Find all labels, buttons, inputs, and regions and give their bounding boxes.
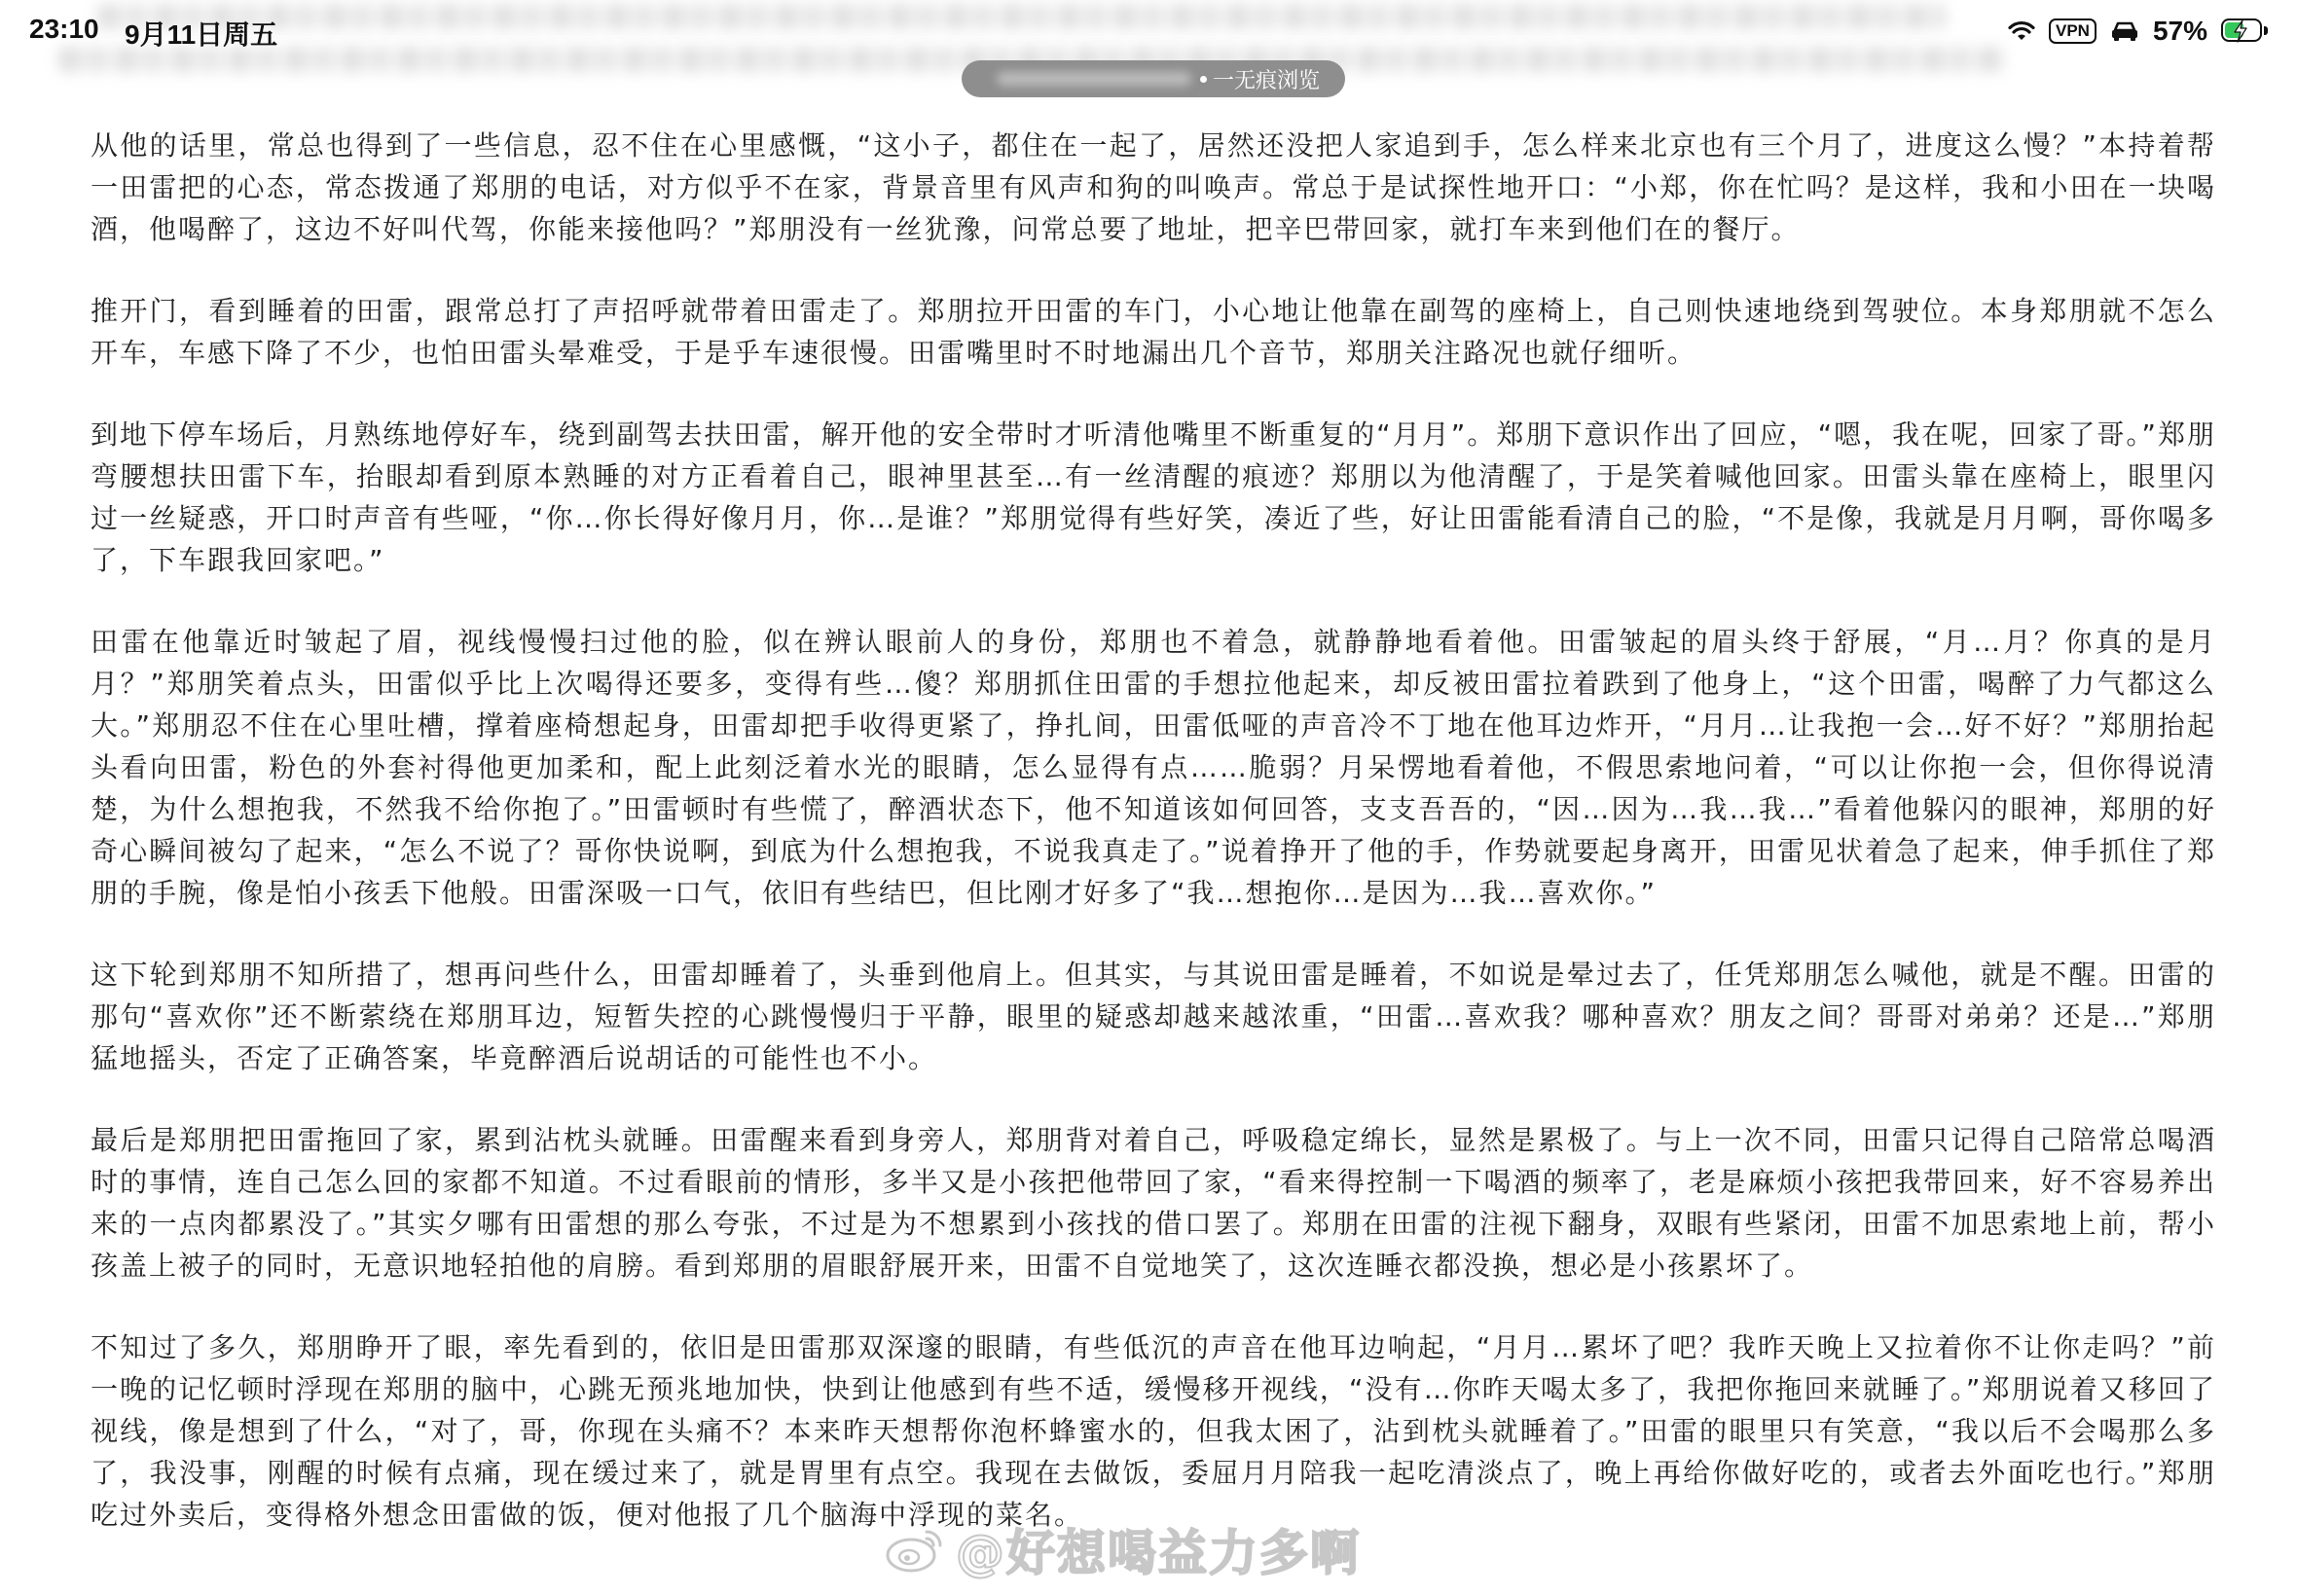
article-body xyxy=(91,125,2216,1576)
blurred-url xyxy=(997,72,1191,86)
status-icons xyxy=(2008,12,2270,51)
wifi-icon xyxy=(2008,20,2035,42)
article-paragraph: 最后是郑朋把田雷拖回了家，累到沾枕头就睡。田雷醒来看到身旁人，郑朋背对着自己，呼吸稳定绵长，显然是累极了。与上一次不同，田雷只记得自己陪常总喝酒时的事情，连自己怎么回的家都不知道。不过看眼前的情形，多半又是小孩把他带回了家，“看来得控制一下喝酒的频率了，老是麻烦小孩把我带回来，好不容易养出来的一点肉都累没了。”其实夕哪有田雷想的那么夸张，不过是为不想累到小孩找的借口罢了。郑朋在田雷的注视下翻身，双眼有些紧闭，田雷不加思索地上前，帮小孩盖上被子的同时，无意识地轻拍他的肩膀。看到郑朋的眉眼舒展开来，田雷不自觉地笑了，这次连睡衣都没换，想必是小孩累坏了。 xyxy=(91,1124,2216,1282)
watermark-text: @好想喝益力多啊 xyxy=(956,1525,1361,1581)
watermark xyxy=(884,1510,1361,1588)
article-paragraph: 从他的话里，常总也得到了一些信息，忍不住在心里感慨，“这小子，都住在一起了，居然还没把人家追到手，怎么样来北京也有三个月了，进度这么慢？”本持着帮一田雷把的心态，常态拨通了郑朋的电话，对方似乎不在家，背景音里有风声和狗的叫唤声。常总于是试探性地开口：“小郑，你在忙吗？是这样，我和小田在一块喝酒，他喝醉了，这边不好叫代驾，你能来接他吗？”郑朋没有一丝犹豫，问常总要了地址，把辛巴带回家，就打车来到他们在的餐厅。 xyxy=(91,129,2216,245)
article-paragraph: 推开门，看到睡着的田雷，跟常总打了声招呼就带着田雷走了。郑朋拉开田雷的车门，小心地让他靠在副驾的座椅上，自己则快速地绕到驾驶位。本身郑朋就不怎么开车，车感下降了不少，也怕田雷头晕难受，于是乎车速很慢。田雷嘴里时不时地漏出几个音节，郑朋关注路况也就仔细听。 xyxy=(91,295,2216,369)
battery-icon xyxy=(2221,18,2270,44)
article-paragraph: 到地下停车场后，月熟练地停好车，绕到副驾去扶田雷，解开他的安全带时才听清他嘴里不断重复的“月月”。郑朋下意识作出了回应，“嗯，我在呢，回家了哥。”郑朋弯腰想扶田雷下车，抬眼却看到原本熟睡的对方正看着自己，眼神里甚至…有一丝清醒的痕迹？郑朋以为他清醒了，于是笑着喊他回家。田雷头靠在座椅上，眼里闪过一丝疑惑，开口时声音有些哑，“你…你长得好像月月，你…是谁？”郑朋觉得有些好笑，凑近了些，好让田雷能看清自己的脸，“不是像，我就是月月啊，哥你喝多了，下车跟我回家吧。” xyxy=(91,418,2216,576)
vpn-icon: VPN xyxy=(2049,18,2096,44)
article-paragraph: 这下轮到郑朋不知所措了，想再问些什么，田雷却睡着了，头垂到他肩上。但其实，与其说田雷是睡着，不如说是晕过去了，任凭郑朋怎么喊他，就是不醒。田雷的那句“喜欢你”还不断萦绕在郑朋耳边，短暂失控的心跳慢慢归于平静，眼里的疑惑却越来越浓重，“田雷…喜欢我？哪种喜欢？朋友之间？哥哥对弟弟？还是…”郑朋猛地摇头，否定了正确答案，毕竟醉酒后说胡话的可能性也不小。 xyxy=(91,959,2216,1074)
article-paragraph: 田雷在他靠近时皱起了眉，视线慢慢扫过他的脸，似在辨认眼前人的身份，郑朋也不着急，就静静地看着他。田雷皱起的眉头终于舒展，“月…月？你真的是月月？”郑朋笑着点头，田雷似乎比上次喝得还要多，变得有些…傻？郑朋抓住田雷的手想拉他起来，却反被田雷拉着跌到了他身上，“这个田雷，喝醉了力气都这么大。”郑朋忍不住在心里吐槽，撑着座椅想起身，田雷却把手收得更紧了，挣扎间，田雷低哑的声音冷不丁地在他耳边炸开，“月月…让我抱一会…好不好？”郑朋抬起头看向田雷，粉色的外套衬得他更加柔和，配上此刻泛着水光的眼睛，怎么显得有点……脆弱？月呆愣地看着他，不假思索地问着，“可以让你抱一会，但你得说清楚，为什么想抱我，不然我不给你抱了。”田雷顿时有些慌了，醉酒状态下，他不知道该如何回答，支支吾吾的，“因…因为…我…我…”看着他躲闪的眼神，郑朋的好奇心瞬间被勾了起来，“怎么不说了？哥你快说啊，到底为什么想抱我，不说我真走了。”说着挣开了他的手，作势就要起身离开，田雷见状着急了起来，伸手抓住了郑朋的手腕，像是怕小孩丢下他般。田雷深吸一口气，依旧有些结巴，但比刚才好多了“我…想抱你…是因为…我…喜欢你。” xyxy=(91,626,2216,909)
charging-bolt-icon xyxy=(2233,19,2248,48)
private-mode-label: 一无痕浏览 xyxy=(1212,68,1320,93)
article-paragraph: 不知过了多久，郑朋睁开了眼，率先看到的，依旧是田雷那双深邃的眼睛，有些低沉的声音在他耳边响起，“月月…累坏了吧？我昨天晚上又拉着你不让你走吗？”前一晚的记忆顿时浮现在郑朋的脑中，心跳无预兆地加快，快到让他感到有些不适，缓慢移开视线，“没有…你昨天喝太多了，我把你拖回来就睡了。”郑朋说着又移回了视线，像是想到了什么，“对了，哥，你现在头痛不？本来昨天想帮你泡杯蜂蜜水的，但我太困了，沾到枕头就睡着了。”田雷的眼里只有笑意，“我以后不会喝那么多了，我没事，刚醒的时候有点痛，现在缓过来了，就是胃里有点空。我现在去做饭，委屈月月陪我一起吃清淡点了，晚上再给你做好吃的，或者去外面吃也行。”郑朋吃过外卖后，变得格外想念田雷做的饭，便对他报了几个脑海中浮现的菜名。 xyxy=(91,1331,2216,1531)
battery-percent: 57% xyxy=(2152,16,2207,46)
battery-tip xyxy=(2264,26,2268,35)
status-time: 23:10 xyxy=(29,14,99,44)
private-browsing-pill[interactable] xyxy=(962,60,1345,97)
status-bar xyxy=(0,0,2297,62)
status-date: 9月11日周五 xyxy=(125,19,278,50)
private-dot-icon xyxy=(1200,76,1207,83)
car-icon xyxy=(2110,20,2139,42)
weibo-logo-icon xyxy=(884,1524,946,1575)
